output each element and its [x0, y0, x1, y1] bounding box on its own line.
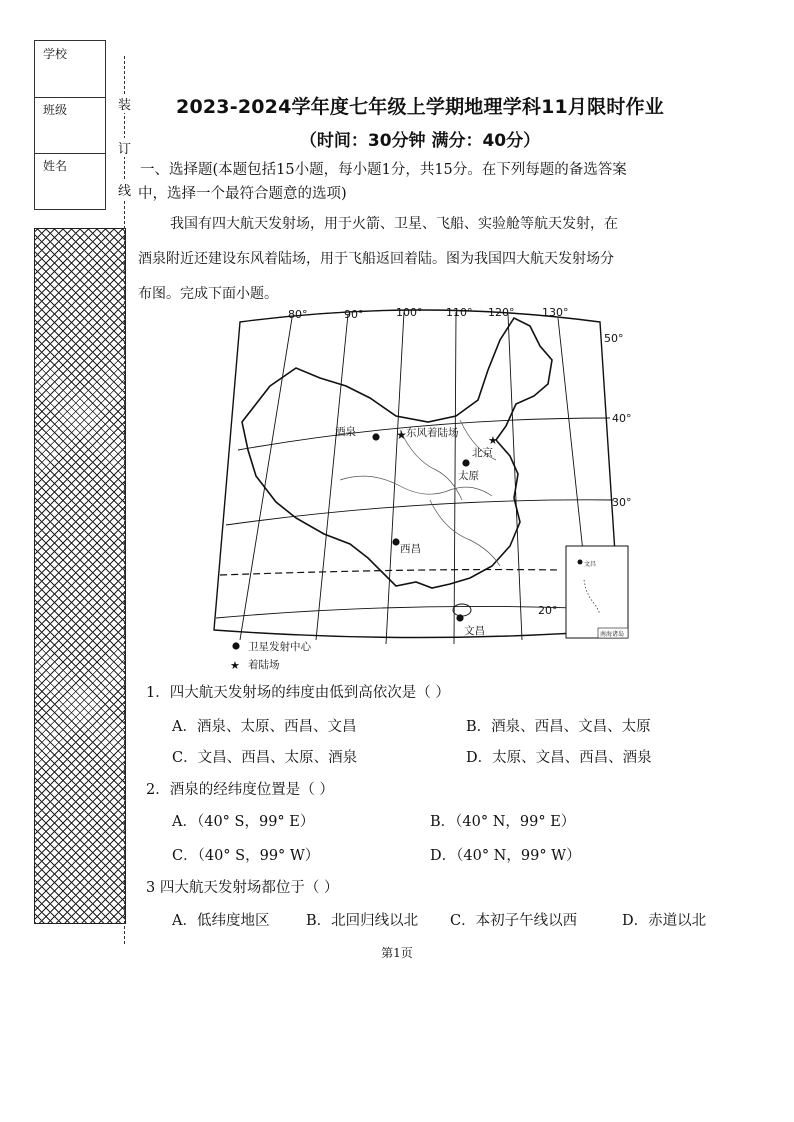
- province-boundary: [430, 500, 500, 566]
- question-2-stem: 2．酒泉的经纬度位置是（ ）: [146, 782, 334, 798]
- wenchang-dot: [456, 614, 463, 621]
- meridian-120: [508, 314, 522, 640]
- name-field: [35, 153, 105, 209]
- meridian-110: [454, 312, 456, 644]
- q3-option-d[interactable]: D．赤道以北: [622, 913, 707, 929]
- q3-option-b[interactable]: B．北回归线以北: [306, 913, 419, 929]
- lat-label-30: 30°: [612, 496, 632, 509]
- province-boundary: [400, 430, 462, 500]
- lon-label-100: 100°: [396, 306, 423, 319]
- intro-line1: 我国有四大航天发射场，用于火箭、卫星、飞船、实验舱等航天发射，在: [170, 216, 618, 232]
- map-frame: [214, 310, 620, 638]
- beijing-star-icon: ★: [488, 434, 498, 447]
- xichang-dot: [392, 538, 399, 545]
- beijing-label: 北京: [472, 447, 493, 459]
- q1-option-b[interactable]: B．酒泉、西昌、文昌、太原: [466, 719, 651, 735]
- binding-mark-zhuang: 装: [118, 94, 131, 113]
- lon-label-90: 90°: [344, 308, 364, 321]
- hatched-margin: [34, 228, 126, 924]
- meridian-80: [240, 318, 292, 640]
- question-1-stem: 1．四大航天发射场的纬度由低到高依次是（ ）: [146, 685, 450, 701]
- lon-label-110: 110°: [446, 306, 473, 319]
- inset-wenchang-label: 文昌: [584, 561, 597, 568]
- intro-line3: 布图。完成下面小题。: [138, 286, 278, 302]
- lon-label-130: 130°: [542, 306, 569, 319]
- legend-launch-label: 卫星发射中心: [248, 641, 311, 653]
- q2-option-c[interactable]: C．（40° S，99° W）: [172, 848, 320, 864]
- jiuquan-label: 酒泉: [335, 426, 356, 438]
- lat-label-20: 20°: [538, 604, 558, 617]
- intro-line2: 酒泉附近还建设东风着陆场，用于飞船返回着陆。图为我国四大航天发射场分: [138, 251, 614, 267]
- section-heading-line1: 一、选择题(本题包括15小题，每小题1分，共15分。在下列每题的备选答案: [140, 162, 627, 178]
- parallel-30: [226, 500, 614, 525]
- binding-mark-ding: 订: [118, 138, 131, 157]
- lat-label-40: 40°: [612, 412, 632, 425]
- meridian-90: [316, 314, 348, 640]
- taiyuan-label: 太原: [458, 470, 479, 482]
- dongfeng-label: 东风着陆场: [406, 427, 459, 439]
- section-heading-line2: 中，选择一个最符合题意的选项): [138, 186, 347, 202]
- taiyuan-dot: [462, 459, 469, 466]
- name-label: 姓名: [43, 159, 68, 173]
- jiuquan-dot: [372, 433, 379, 440]
- hainan-island: [453, 604, 471, 616]
- inset-caption: 南海诸岛: [600, 631, 625, 638]
- student-info-box: [34, 40, 106, 210]
- q2-option-b[interactable]: B．（40° N，99° E）: [430, 814, 576, 830]
- question-3-stem: 3 四大航天发射场都位于（ ）: [146, 880, 339, 896]
- meridian-100: [386, 312, 404, 644]
- q2-option-d[interactable]: D．（40° N，99° W）: [430, 848, 581, 864]
- legend-dot-icon: [232, 642, 239, 649]
- q3-option-a[interactable]: A．低纬度地区: [172, 913, 270, 929]
- q3-option-c[interactable]: C．本初子午线以西: [450, 913, 578, 929]
- school-field: [35, 41, 105, 98]
- q1-option-c[interactable]: C．文昌、西昌、太原、酒泉: [172, 750, 358, 766]
- china-launch-site-map: [200, 300, 640, 680]
- q1-option-d[interactable]: D．太原、文昌、西昌、酒泉: [466, 750, 652, 766]
- wenchang-label: 文昌: [464, 625, 485, 637]
- legend-star-icon: ★: [230, 659, 240, 672]
- q1-option-a[interactable]: A．酒泉、太原、西昌、文昌: [172, 719, 357, 735]
- parallel-20: [216, 606, 620, 618]
- binding-mark-xian: 线: [118, 180, 131, 199]
- china-outline: [242, 318, 552, 588]
- class-label: 班级: [43, 103, 68, 117]
- inset-wenchang-dot: [578, 560, 583, 565]
- class-field: [35, 97, 105, 154]
- lon-label-80: 80°: [288, 308, 308, 321]
- xichang-label: 西昌: [400, 543, 421, 555]
- south-china-sea-inset: [566, 546, 628, 638]
- page-title: 2023-2024学年度七年级上学期地理学科11月限时作业: [176, 96, 664, 118]
- exam-info: （时间：30分钟 满分：40分）: [299, 131, 541, 151]
- lat-label-50: 50°: [604, 332, 624, 345]
- landing-star-icon: ★: [396, 428, 407, 442]
- q2-option-a[interactable]: A．（40° S，99° E）: [172, 814, 315, 830]
- page-number: 第1页: [381, 946, 413, 960]
- lon-label-120: 120°: [488, 306, 515, 319]
- legend-landing-label: 着陆场: [248, 659, 280, 671]
- school-label: 学校: [43, 47, 68, 61]
